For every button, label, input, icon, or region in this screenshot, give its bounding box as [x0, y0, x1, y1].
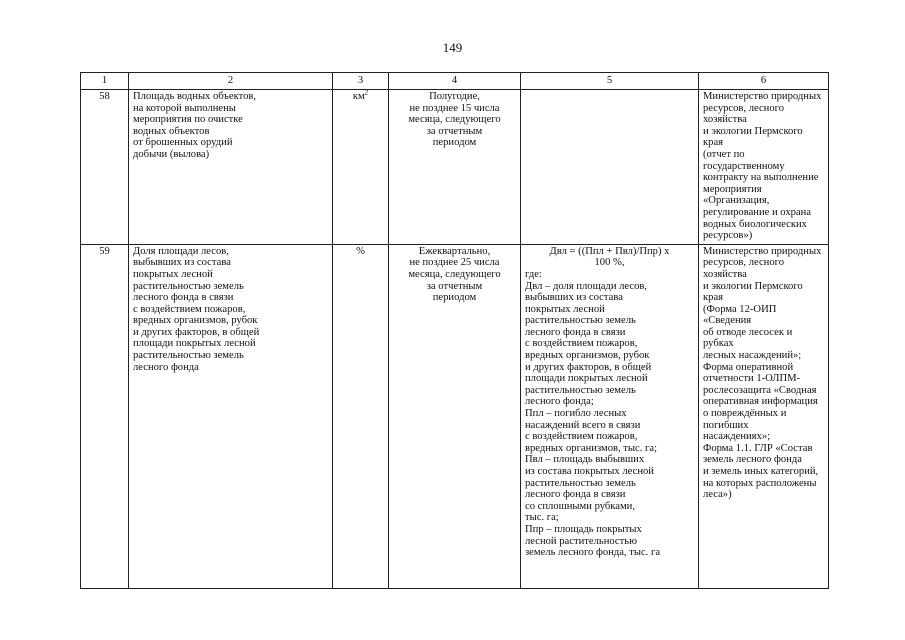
- data-source: Министерство природных ресурсов, лесного хозяйства и экологии Пермского края (отчет по государственному контракту на выполнение мероприятия «Организация, регулирование и охрана водных биологических ресурсов»): [699, 90, 829, 245]
- reporting-period: Ежеквартально, не позднее 25 числа месяца, следующего за отчетным периодом: [389, 244, 521, 588]
- row-number: 59: [81, 244, 129, 588]
- column-header: 6: [699, 73, 829, 90]
- unit-base: %: [356, 245, 365, 257]
- column-header: 5: [521, 73, 699, 90]
- reporting-period: Полугодие, не позднее 15 числа месяца, следующего за отчетным периодом: [389, 90, 521, 245]
- data-source: Министерство природных ресурсов, лесного хозяйства и экологии Пермского края (Форма 12-ОИП «Сведения об отводе лесосек и рубках лесных насаждений»; Форма оперативной отчетности 1-ОЛПМ- рослесозащита «Сводная оперативная информация о повреждённых и погибших насаждениях»; Форма 1.1. ГЛР «Состав земель лесного фонда и земель иных категорий, на которых расположены леса»): [699, 244, 829, 588]
- page-number: 149: [442, 40, 463, 55]
- table-row: [81, 244, 829, 588]
- calculation-formula: [521, 90, 699, 245]
- row-number: 58: [81, 90, 129, 245]
- indicator-name: Доля площади лесов, выбывших из состава покрытых лесной растительностью земель лесного фонда в связи с воздействием пожаров, вредных организмов, рубок и других факторов, в общей площади покрытых лесной растительностью земель лесного фонда: [129, 244, 333, 588]
- indicator-table: [80, 72, 829, 589]
- formula-legend: где: Двл – доля площади лесов, выбывших из состава покрытых лесной растительностью земель лесного фонда в связи с воздействием пожаров, вредных организмов, рубок и других факторов, в общей площади покрытых лесной растительностью земель лесного фонда; Ппл – погибло лесных насаждений всего в связи с воздействием пожаров, вредных организмов, тыс. га; Пвл – площадь выбывших из состава покрытых лесной растительностью земель лесного фонда в связи со сплошными рубками, тыс. га; Ппр – площадь покрытых лесной растительностью земель лесного фонда, тыс. га: [525, 268, 661, 559]
- unit-of-measure: [333, 244, 389, 588]
- table-row: [81, 90, 829, 245]
- column-header: 3: [333, 73, 389, 90]
- calculation-formula: [521, 244, 699, 588]
- table-header-row: [81, 73, 829, 90]
- column-header: 1: [81, 73, 129, 90]
- unit-base: км: [352, 91, 365, 102]
- column-header: 2: [129, 73, 333, 90]
- column-header: 4: [389, 73, 521, 90]
- unit-of-measure: [333, 90, 389, 245]
- indicator-name: Площадь водных объектов, на которой выполнены мероприятия по очистке водных объектов от брошенных орудий добычи (вылова): [129, 90, 333, 245]
- formula-expression: Двл = ((Ппл + Пвл)/Ппр) x 100 %,: [549, 245, 670, 269]
- unit-superscript: 2: [364, 88, 369, 97]
